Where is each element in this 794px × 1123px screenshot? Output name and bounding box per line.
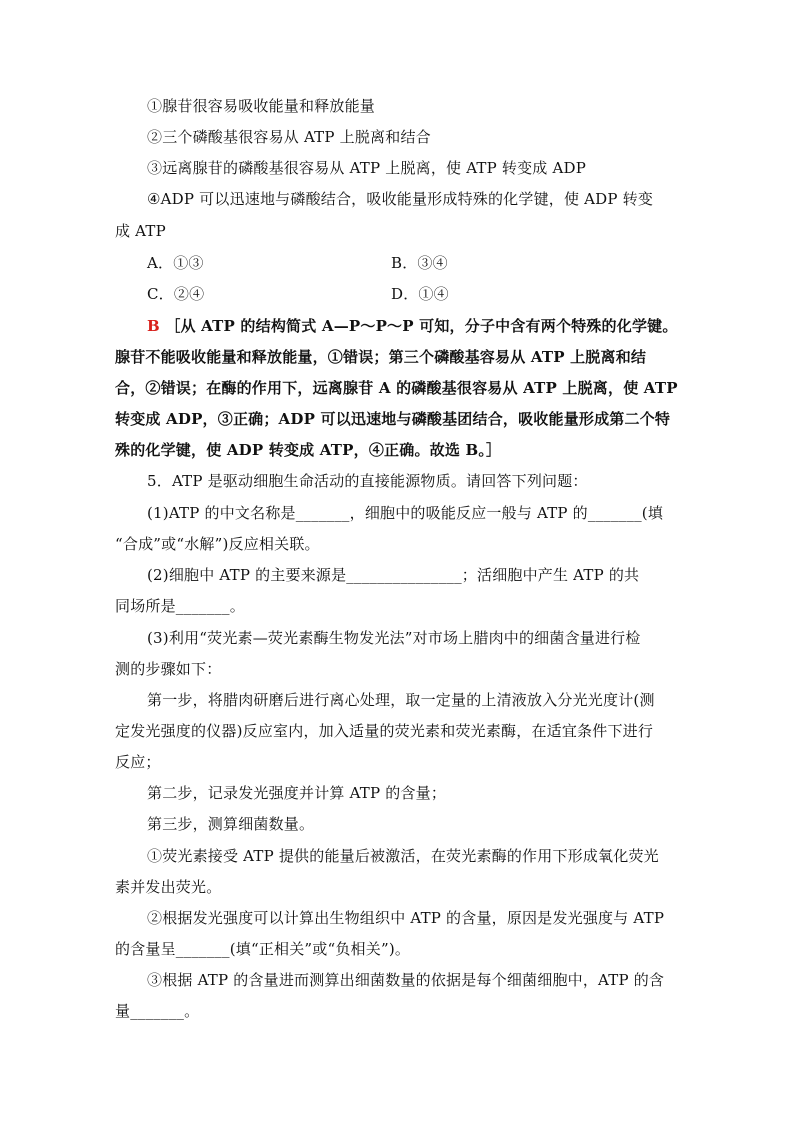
sub-question-1-continued: 素并发出荧光。 xyxy=(115,878,222,896)
statement-4: ④ADP 可以迅速地与磷酸结合，吸收能量形成特殊的化学键，使 ADP 转变 xyxy=(147,190,654,208)
sub-question-2-continued: 的含量呈_______(填“正相关”或“负相关”)。 xyxy=(115,940,411,958)
question-5-part-3-continued: 测的步骤如下： xyxy=(115,660,222,678)
sub-question-2: ②根据发光强度可以计算出生物组织中 ATP 的含量，原因是发光强度与 ATP xyxy=(147,909,665,927)
statement-2: ②三个磷酸基很容易从 ATP 上脱离和结合 xyxy=(147,128,431,146)
question-5-part-2: (2)细胞中 ATP 的主要来源是_______________；活细胞中产生 ATP 的共 xyxy=(147,566,640,584)
option-d: D．①④ xyxy=(391,285,449,303)
question-5-stem: 5．ATP 是驱动细胞生命活动的直接能源物质。请回答下列问题： xyxy=(147,472,588,490)
step-3: 第三步，测算细菌数量。 xyxy=(147,815,315,833)
option-c: C．②④ xyxy=(147,285,205,303)
statement-1: ①腺苷很容易吸收能量和释放能量 xyxy=(147,97,376,115)
step-1-continued: 定发光强度的仪器)反应室内，加入适量的荧光素和荧光素酶，在适宜条件下进行 xyxy=(115,722,654,740)
question-5-part-1-continued: “合成”或“水解”)反应相关联。 xyxy=(115,535,320,553)
answer-explanation-line-5: 殊的化学键，使 ADP 转变成 ATP，④正确。故选 B。］ xyxy=(115,441,502,459)
answer-letter: B xyxy=(147,317,160,335)
sub-question-3: ③根据 ATP 的含量进而测算出细菌数量的依据是每个细菌细胞中，ATP 的含 xyxy=(147,971,665,989)
answer-explanation-line-1 xyxy=(147,315,678,337)
question-5-part-2-continued: 同场所是_______。 xyxy=(115,597,245,615)
step-1: 第一步，将腊肉研磨后进行离心处理，取一定量的上清液放入分光光度计(测 xyxy=(147,691,655,709)
answer-explanation-line-4: 转变成 ADP，③正确；ADP 可以迅速地与磷酸基团结合，吸收能量形成第二个特 xyxy=(115,410,671,428)
step-1-end: 反应； xyxy=(115,753,161,771)
step-2: 第二步，记录发光强度并计算 ATP 的含量； xyxy=(147,784,447,802)
statement-4-continued: 成 ATP xyxy=(115,222,166,240)
answer-explanation-text: ［从 ATP 的结构简式 A—P～P～P 可知，分子中含有两个特殊的化学键。 xyxy=(165,317,678,335)
sub-question-1: ①荧光素接受 ATP 提供的能量后被激活，在荧光素酶的作用下形成氧化荧光 xyxy=(147,847,659,865)
sub-question-3-continued: 量_______。 xyxy=(115,1002,200,1020)
statement-3: ③远离腺苷的磷酸基很容易从 ATP 上脱离，使 ATP 转变成 ADP xyxy=(147,159,587,177)
question-5-part-1: (1)ATP 的中文名称是_______，细胞中的吸能反应一般与 ATP 的_______(填 xyxy=(147,504,664,522)
answer-explanation-line-3: 合，②错误；在酶的作用下，远离腺苷 A 的磷酸基很容易从 ATP 上脱离，使 ATP xyxy=(115,379,678,397)
option-a: A．①③ xyxy=(147,254,204,272)
answer-explanation-line-2: 腺苷不能吸收能量和释放能量，①错误；第三个磷酸基容易从 ATP 上脱离和结 xyxy=(115,348,647,366)
option-b: B．③④ xyxy=(391,254,448,272)
question-5-part-3: (3)利用“荧光素—荧光素酶生物发光法”对市场上腊肉中的细菌含量进行检 xyxy=(147,629,641,647)
